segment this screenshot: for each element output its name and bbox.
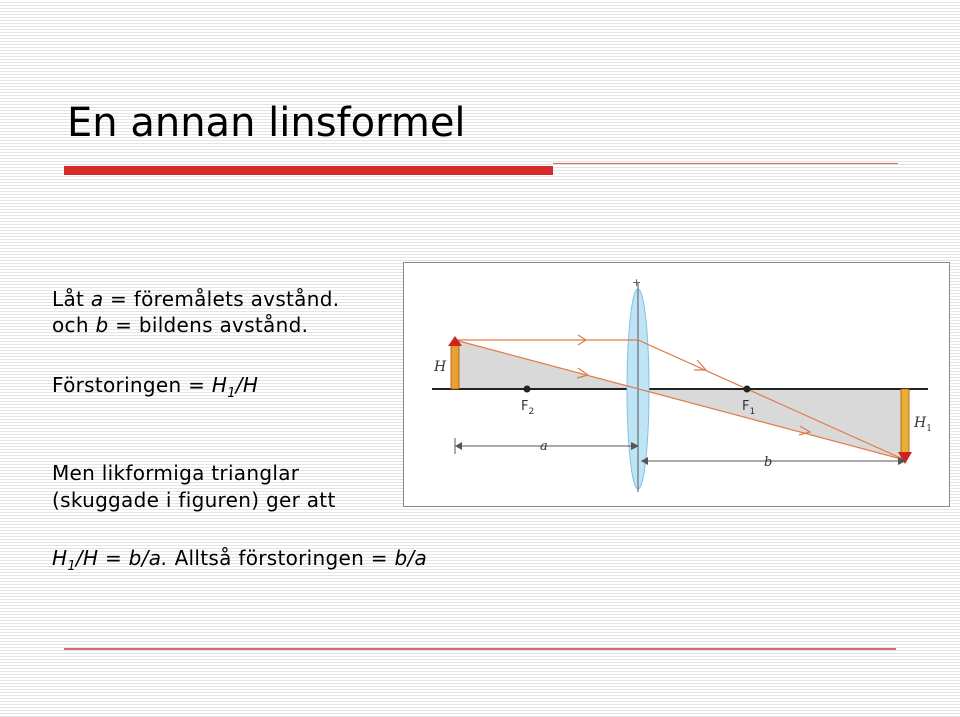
text-line-1: Låt a = föremålets avstånd.: [52, 287, 340, 311]
focal-point-f1: [744, 386, 751, 393]
label-f2: $F_2$: [521, 399, 535, 417]
dim-a-left-arrow: [455, 442, 462, 450]
text-conclusion: $H_1/H = b/a$. Alltså förstoringen = b/a: [52, 546, 428, 574]
slide-title: En annan linsformel: [67, 100, 466, 146]
focal-point-f2: [524, 386, 531, 393]
text-similar-triangles: Men likformiga trianglar: [52, 461, 300, 485]
label-a: a: [540, 439, 548, 454]
text-shaded-note: (skuggade i figuren) ger att: [52, 488, 336, 512]
object-arrow: [451, 345, 459, 389]
label-f1: $F_1$: [742, 399, 756, 417]
label-b: b: [764, 455, 773, 470]
label-h1: $H_1$: [914, 415, 932, 434]
label-h: H: [434, 359, 447, 375]
image-arrow: [901, 389, 909, 453]
lens-plus-label: +: [632, 276, 642, 289]
text-magnification: Förstoringen = $H_1/H$: [52, 373, 259, 401]
text-line-2: och b = bildens avstånd.: [52, 313, 309, 337]
footer-rule: [64, 648, 896, 650]
